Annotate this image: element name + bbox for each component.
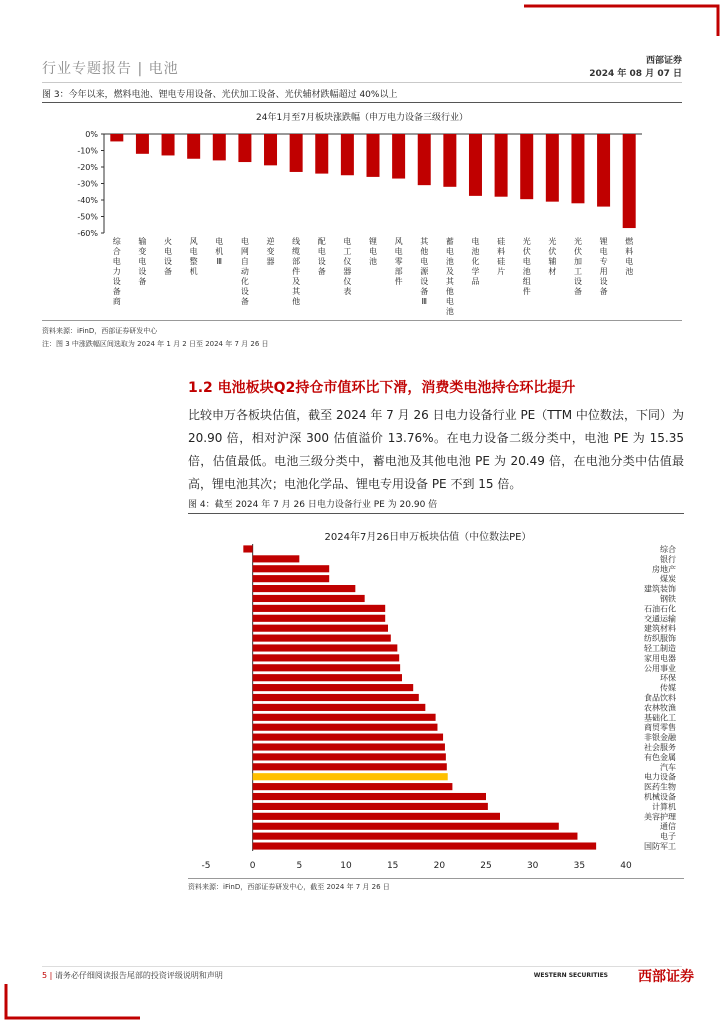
footer-logo-english: WESTERN SECURITIES [533,972,608,979]
chart2-category-label: 国防军工 [644,842,676,852]
chart2-bar [253,813,500,820]
figure4-bottom-rule [188,878,684,879]
chart1-y-tick-label: -10% [77,146,98,156]
header-date: 2024 年 08 月 07 日 [589,69,682,79]
chart1-x-tick-label: 锂电池 [369,237,377,266]
figure3-caption: 图 3：今年以来，燃料电池、锂电专用设备、光伏加工设备、光伏辅材跌幅超过 40%以上 [42,90,398,100]
chart1-x-tick-label: 火电设备 [164,237,173,276]
chart2-category-label: 公用事业 [644,663,676,673]
chart2-bar [253,615,386,622]
chart2-category-label: 非银金融 [644,733,676,743]
header-divider [42,82,682,83]
chart1-x-tick-label: 电池化学品 [471,237,480,286]
chart1-x-tick-label: 硅料硅片 [497,237,506,276]
chart2-x-tick-label: -5 [201,861,211,871]
chart1-title: 24年1月至7月板块涨跌幅（申万电力设备三级行业） [256,113,468,123]
chart1-x-tick-label: 电工仪器仪表 [343,237,352,296]
chart2-bar [253,595,365,602]
chart2-category-label: 钢铁 [660,594,676,604]
chart2-bar [253,842,596,849]
chart1-y-tick-label: -50% [77,212,98,222]
chart1-bar [392,134,405,179]
chart2-category-label: 美容护理 [644,812,676,822]
chart1-x-tick-label: 配电设备 [317,237,326,276]
footer-page-number: 5 [42,971,48,980]
chart2-category-label: 农林牧渔 [644,703,676,713]
chart2-bar [253,664,400,671]
chart1-x-tick-label: 线缆部件及其他 [292,237,301,306]
chart1-x-tick-label: 电机 Ⅲ [215,237,224,266]
chart2-x-tick-label: 35 [573,861,586,871]
chart1-x-tick-label: 电网自动化设备 [240,237,249,306]
chart2-bar [253,654,400,661]
chart1-bar [162,134,175,155]
chart2-bar [253,575,330,582]
chart2-category-label: 商贸零售 [644,723,676,733]
chart1-x-tick-label: 光伏电池组件 [522,237,531,296]
figure4-rule [188,513,684,514]
chart1-bar [238,134,251,162]
chart1-bar [623,134,636,228]
section-paragraph: 比较申万各板块估值，截至 2024 年 7 月 26 日电力设备行业 PE（TTM 中位数法，下同）为 20.90 倍，相对沪深 300 估值溢价 13.76%。在电力设备二级分类中，电池 PE 为 15.35 倍，估值最低。电池三级分类中，蓄电池及其他电池 PE 为 20.49 倍，在电池分类中估值最高，锂电池其次；电池化学品、锂电专用设备 PE 不到 15 倍。 [188,408,684,491]
chart2-category-label: 石油石化 [644,604,676,614]
chart2-category-label: 计算机 [652,802,676,812]
chart2-x-tick-label: 10 [340,861,352,871]
chart2-bar [253,803,488,810]
chart2-category-label: 房地产 [652,564,676,574]
footer-disclaimer-text: 请务必仔细阅读报告尾部的投资评级说明和声明 [54,971,223,980]
chart2-category-label: 轻工制造 [644,643,676,653]
chart2-bar [253,704,426,711]
chart1-x-tick-label: 逆变器 [266,237,275,266]
chart2-category-label: 社会服务 [644,743,676,753]
chart2-x-tick-label: 40 [620,861,632,871]
chart2-category-label: 食品饮料 [644,693,676,703]
figure4-source: 资料来源：iFinD，西部证券研发中心，截至 2024 年 7 月 26 日 [188,883,390,891]
corner-decoration-top [524,0,724,36]
chart2-title: 2024年7月26日申万板块估值（中位数法PE） [324,532,532,543]
corner-decoration-bottom [0,984,140,1024]
chart1-x-tick-label: 光伏辅材 [548,237,557,276]
chart2-bar [253,793,486,800]
chart2-bar [253,724,438,731]
chart1-bar [443,134,456,187]
chart1-bar [597,134,610,207]
chart2-category-label: 综合 [660,544,676,554]
chart2-category-label: 通信 [660,822,676,832]
footer-logo: 西部证券 [638,969,694,985]
chart2-bar [253,605,386,612]
chart2-bar [253,585,356,592]
chart1-bar [290,134,303,172]
figure3-rule [42,102,682,103]
chart1-x-tick-label: 输变电设备 [138,237,147,286]
chart2-category-label: 医药生物 [644,782,676,792]
chart2-bar [253,555,300,562]
chart2-bar [253,684,414,691]
chart1-bar [341,134,354,175]
chart1-x-tick-label: 风电零部件 [394,237,403,286]
chart2-x-tick-label: 25 [480,861,492,871]
chart2-x-tick-label: 20 [433,861,446,871]
chart1-bar [213,134,226,160]
chart1-x-tick-label: 其他电源设备 Ⅲ [420,237,429,306]
chart2-category-label: 纺织服饰 [644,634,676,644]
chart1-x-tick-label: 锂电专用设备 [599,237,608,296]
figure4-chart [188,516,684,876]
chart2-category-label: 建筑装饰 [644,584,676,594]
figure3-source: 资料来源：iFinD，西部证券研发中心 [42,327,158,335]
footer-disclaimer: 5 | 请务必仔细阅读报告尾部的投资评级说明和声明 [42,971,223,980]
chart1-bar [315,134,328,174]
figure3-chart [42,104,682,322]
figure3-bottom-rule [42,320,682,321]
chart1-bar [187,134,200,159]
chart2-category-label: 环保 [660,673,676,683]
chart2-category-label: 有色金属 [644,752,676,762]
chart1-x-tick-label: 风电整机 [189,237,198,276]
chart2-bar [253,833,578,840]
header-company: 西部证券 [645,56,682,66]
chart1-bar [418,134,431,185]
chart2-category-label: 电力设备 [644,772,676,782]
footer-divider [42,966,682,967]
chart2-category-label: 基础化工 [644,713,676,723]
section-title: 1.2 电池板块Q2持仓市值环比下滑，消费类电池持仓环比提升 [188,380,576,396]
chart2-bar [253,714,436,721]
chart2-x-tick-label: 0 [249,861,256,871]
chart1-y-tick-label: -60% [77,229,98,238]
chart2-bar [253,644,398,651]
chart2-x-tick-label: 5 [296,861,303,871]
chart1-x-tick-label: 光伏加工设备 [573,237,582,296]
chart2-bar [253,783,453,790]
chart2-bar [253,625,388,632]
chart1-y-tick-label: 0% [85,130,98,139]
chart2-category-label: 交通运输 [644,614,676,624]
chart1-bar [495,134,508,197]
chart2-bar [253,635,391,642]
chart2-category-label: 汽车 [660,762,676,772]
chart1-y-tick-label: -40% [77,196,98,205]
chart1-y-tick-label: -20% [77,163,98,172]
chart2-bar [253,734,443,741]
chart1-y-tick-label: -30% [77,179,98,189]
chart2-category-label: 煤炭 [660,574,676,584]
chart2-category-label: 传媒 [660,683,676,693]
chart2-bar [253,674,402,681]
chart2-x-tick-label: 15 [386,861,399,871]
chart1-bar [469,134,482,196]
chart2-category-label: 电子 [660,832,676,842]
chart2-x-tick-label: 30 [526,861,539,871]
chart2-bar [253,763,447,770]
chart2-bar [253,743,445,750]
chart2-bar [253,753,446,760]
chart2-category-label: 建筑材料 [644,624,676,634]
chart2-category-label: 银行 [660,554,676,564]
chart1-bar [546,134,559,202]
chart2-bar [253,694,419,701]
chart2-bar [253,823,559,830]
figure4-caption: 图 4：截至 2024 年 7 月 26 日电力设备行业 PE 为 20.90 倍 [188,500,438,510]
chart2-category-label: 机械设备 [644,792,676,802]
chart2-bar [253,565,330,572]
figure3-note: 注：图 3 中涨跌幅区间选取为 2024 年 1 月 2 日至 2024 年 7 月 26 日 [42,340,269,348]
chart1-x-tick-label: 燃料电池 [625,237,634,276]
header-section-label: 行业专题报告 | 电池 [42,61,179,77]
chart1-bar [110,134,123,141]
chart2-category-label: 家用电器 [644,653,676,663]
chart1-bar [136,134,149,154]
chart1-bar [571,134,584,203]
chart1-x-tick-label: 综合电力设备商 [112,237,121,306]
chart2-bar [253,773,448,780]
chart1-bar [264,134,277,165]
chart2-bar [243,545,252,552]
chart1-bar [367,134,380,177]
chart1-bar [520,134,533,199]
chart1-x-tick-label: 蓄电池及其他电池 [445,237,454,316]
